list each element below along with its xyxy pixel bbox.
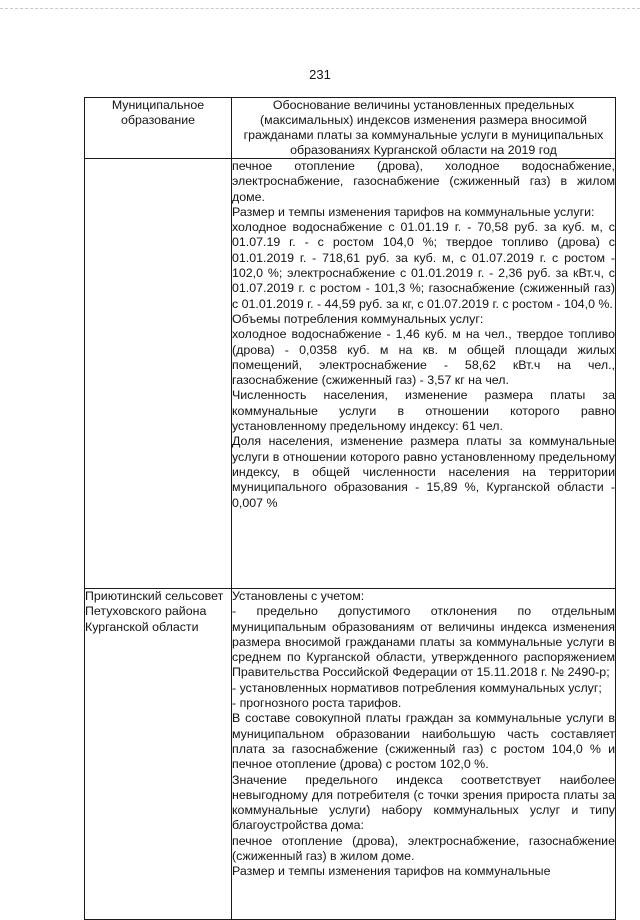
paragraph: Размер и темпы изменения тарифов на коммунальные [232, 864, 551, 879]
table-row [85, 589, 616, 920]
paragraph: - установленных нормативов потребления коммунальных услуг; [232, 680, 602, 695]
municipality-cell [85, 159, 232, 589]
header-municipality: Муниципальное образование [85, 98, 232, 159]
paragraph: Объемы потребления коммунальных услуг: [232, 311, 484, 326]
paragraph: - предельно допустимого отклонения по отдельным муниципальным образованиям от величины индекса изменения размера вносимой гражданами платы за коммунальные услуги в среднем по Курганской области, утвержденного распоряжением Правительства Российской Федерации от 15.11.2018 г. № 2490-р; [232, 604, 615, 680]
paragraph: холодное водоснабжение с 01.01.19 г. - 70,58 руб. за куб. м, с 01.07.19 г. - с ростом 104,0 %; твердое топливо (дрова) с 01.01.2019 г. - 718,61 руб. за куб. м, с 01.07.2019 г. с ростом - 102,0 %; электроснабжение с 01.01.2019 г. - 2,36 руб. за кВт.ч, с 01.07.2019 г. с ростом - 101,3 %; газоснабжение (сжиженный газ) с 01.01.2019 г. - 44,59 руб. за кг, с 01.07.2019 г. с ростом - 104,0 %. [232, 220, 615, 311]
justification-table [84, 97, 616, 920]
paragraph: Доля населения, изменение размера платы за коммунальные услуги в отношении которого равно установленному предельному индексу, в общей численности населения на территории муниципального образования - 15,89 %, Курганской области - 0,007 % [232, 434, 615, 510]
paragraph: - прогнозного роста тарифов. [232, 696, 402, 711]
page-number: 231 [309, 67, 331, 82]
justification-cell [232, 159, 616, 589]
paragraph: Численность населения, изменение размера платы за коммунальные услуги в отношении которого равно установленному предельному индексу: 61 чел. [232, 388, 615, 434]
paragraph: Значение предельного индекса соответствует наиболее невыгодному для потребителя (с точки зрения прироста платы за коммунальные услуги) набору коммунальных услуг и типу благоустройства дома: [232, 772, 615, 833]
paragraph: Размер и темпы изменения тарифов на коммунальные услуги: [232, 204, 595, 219]
paragraph: холодное водоснабжение - 1,46 куб. м на чел., твердое топливо (дрова) - 0,0358 куб. м на кв. м общей площади жилых помещений, электроснабжение - 58,62 кВт.ч на чел., газоснабжение (сжиженный газ) - 3,57 кг на чел. [232, 327, 615, 388]
table-header-row [85, 98, 616, 159]
paragraph: печное отопление (дрова), холодное водоснабжение, электроснабжение, газоснабжение (сжиженный газ) в жилом доме. [232, 159, 615, 204]
scan-edge-line [0, 8, 640, 10]
paragraph: В составе совокупной платы граждан за коммунальные услуги в муниципальном образовании наибольшую часть составляет плата за газоснабжение (сжиженный газ) с ростом 104,0 % и печное отопление (дрова) с ростом 102,0 %. [232, 711, 615, 772]
justification-cell [232, 589, 616, 920]
header-justification: Обоснование величины установленных предельных (максимальных) индексов изменения размера вносимой гражданами платы за коммунальные услуги в муниципальных образованиях Курганской области на 2019 год [232, 98, 616, 159]
paragraph: Установлены с учетом: [232, 589, 365, 603]
table-row [85, 159, 616, 589]
paragraph: печное отопление (дрова), электроснабжение, газоснабжение (сжиженный газ) в жилом доме. [232, 833, 615, 864]
municipality-cell: Приютинский сельсовет Петуховского района Курганской области [85, 589, 232, 920]
